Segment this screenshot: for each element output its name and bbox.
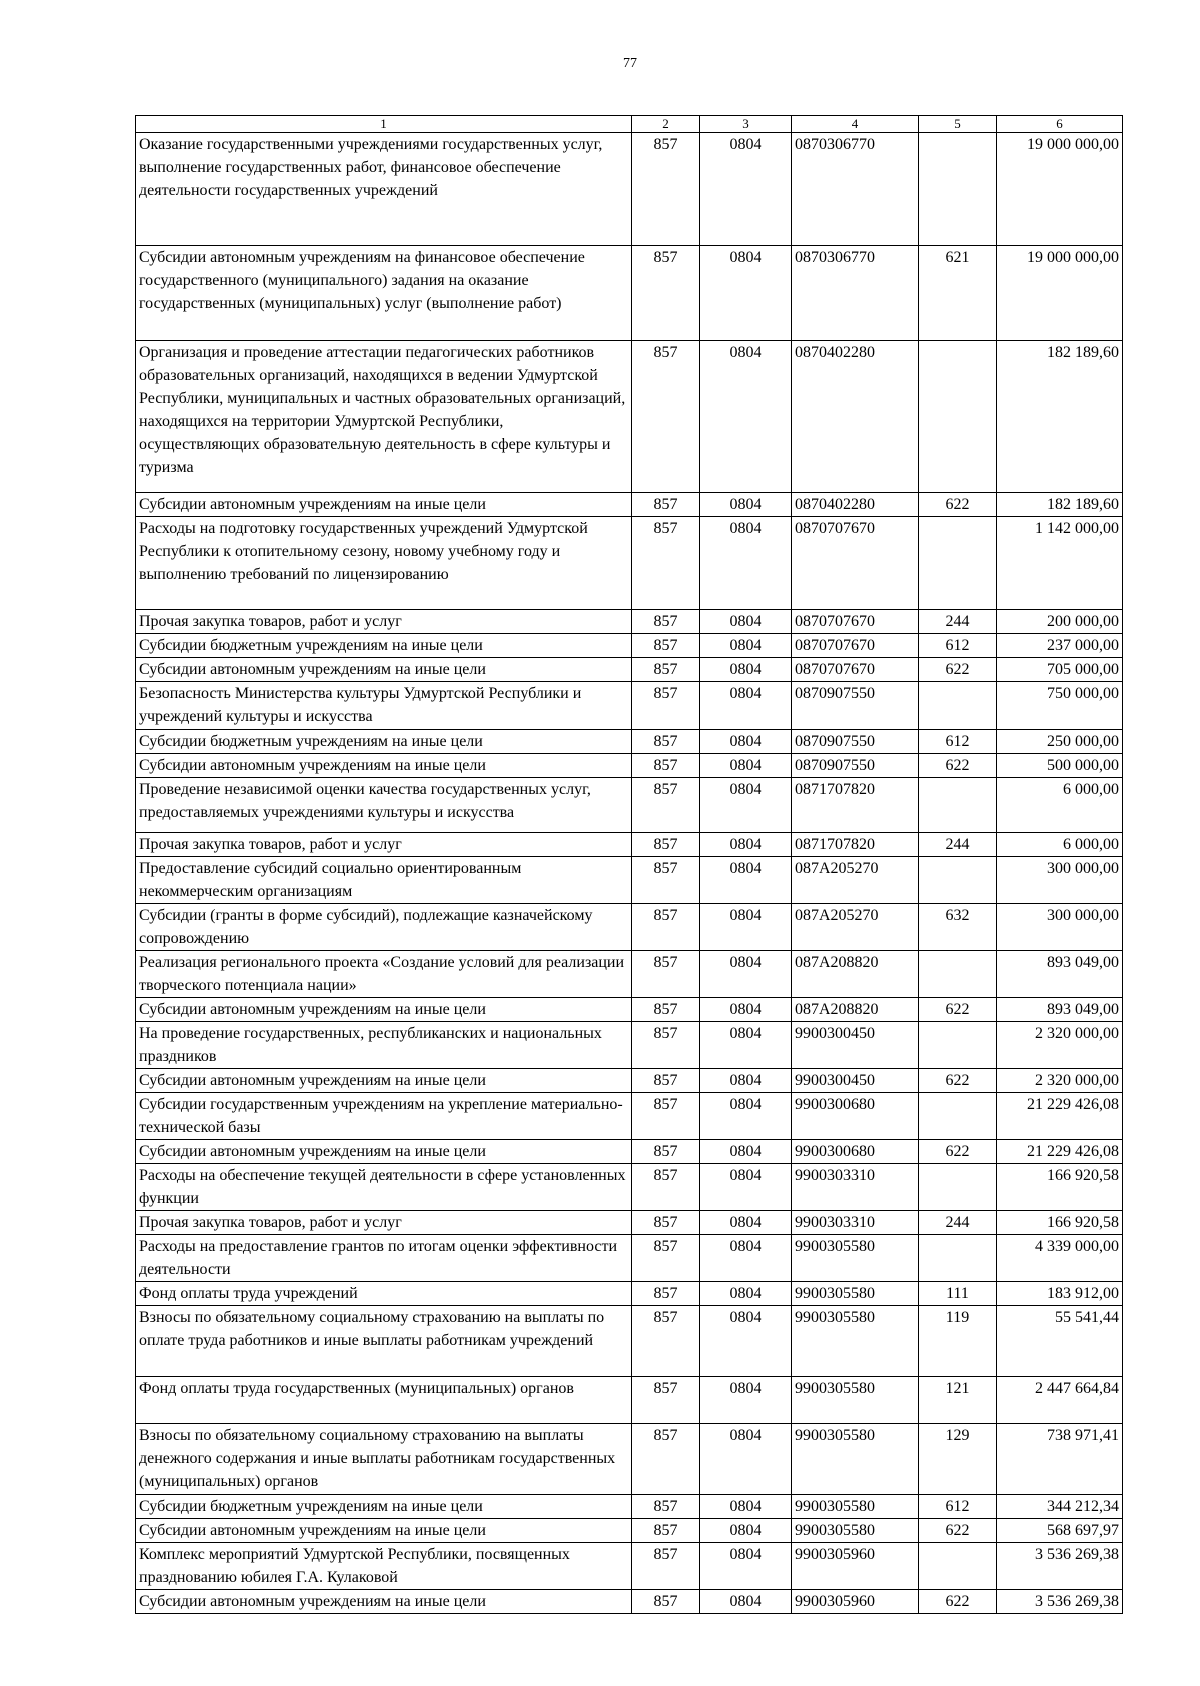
expense-name-cell: Комплекс мероприятий Удмуртской Республики, посвященных празднованию юбилея Г.А. Кулаковой [136, 1543, 632, 1590]
ministry-code-cell: 857 [632, 341, 700, 493]
table-row [136, 778, 1123, 833]
amount-cell: 500 000,00 [997, 754, 1123, 778]
amount-cell: 1 142 000,00 [997, 517, 1123, 610]
amount-cell: 4 339 000,00 [997, 1235, 1123, 1282]
table-row [136, 754, 1123, 778]
expense-name-cell: Прочая закупка товаров, работ и услуг [136, 833, 632, 857]
expense-name-cell: Фонд оплаты труда учреждений [136, 1282, 632, 1306]
expense-type-cell [919, 682, 997, 730]
target-article-cell: 9900305580 [792, 1377, 919, 1424]
amount-cell: 344 212,34 [997, 1495, 1123, 1519]
expense-type-cell [919, 857, 997, 904]
expense-type-cell: 632 [919, 904, 997, 951]
amount-cell: 21 229 426,08 [997, 1140, 1123, 1164]
expense-name-cell: Субсидии автономным учреждениям на иные цели [136, 1069, 632, 1093]
ministry-code-cell: 857 [632, 1306, 700, 1377]
column-number-6: 6 [997, 116, 1123, 133]
target-article-cell: 9900300680 [792, 1093, 919, 1140]
expense-type-cell [919, 341, 997, 493]
expense-type-cell: 622 [919, 1140, 997, 1164]
amount-cell: 750 000,00 [997, 682, 1123, 730]
section-code-cell: 0804 [700, 1424, 792, 1495]
column-number-5: 5 [919, 116, 997, 133]
column-number-3: 3 [700, 116, 792, 133]
expense-name-cell: Организация и проведение аттестации педагогических работников образовательных организаций, находящихся в ведении Удмуртской Республики, муниципальных и частных образовательных организаций, находящихся на территории Удмуртской Республики, осуществляющих образовательную деятельность в сфере культуры и туризма [136, 341, 632, 493]
amount-cell: 55 541,44 [997, 1306, 1123, 1377]
table-row [136, 493, 1123, 517]
amount-cell: 300 000,00 [997, 904, 1123, 951]
table-row [136, 1140, 1123, 1164]
expense-name-cell: Расходы на обеспечение текущей деятельности в сфере установленных функции [136, 1164, 632, 1211]
expense-name-cell: Предоставление субсидий социально ориентированным некоммерческим организациям [136, 857, 632, 904]
target-article-cell: 0870907550 [792, 754, 919, 778]
expense-name-cell: Субсидии автономным учреждениям на финансовое обеспечение государственного (муниципального) задания на оказание государственных (муниципальных) услуг (выполнение работ) [136, 246, 632, 341]
section-code-cell: 0804 [700, 341, 792, 493]
target-article-cell: 9900305580 [792, 1235, 919, 1282]
amount-cell: 182 189,60 [997, 493, 1123, 517]
expense-name-cell: Проведение независимой оценки качества государственных услуг, предоставляемых учреждениями культуры и искусства [136, 778, 632, 833]
table-row [136, 1306, 1123, 1377]
table-row [136, 857, 1123, 904]
expense-name-cell: Субсидии бюджетным учреждениям на иные цели [136, 730, 632, 754]
amount-cell: 19 000 000,00 [997, 246, 1123, 341]
expense-type-cell: 612 [919, 1495, 997, 1519]
ministry-code-cell: 857 [632, 998, 700, 1022]
expense-type-cell: 244 [919, 833, 997, 857]
target-article-cell: 9900305960 [792, 1590, 919, 1614]
expense-name-cell: Субсидии автономным учреждениям на иные цели [136, 1519, 632, 1543]
table-row [136, 833, 1123, 857]
ministry-code-cell: 857 [632, 1140, 700, 1164]
expense-type-cell: 622 [919, 1069, 997, 1093]
expense-name-cell: Субсидии автономным учреждениям на иные цели [136, 754, 632, 778]
target-article-cell: 9900303310 [792, 1164, 919, 1211]
table-row [136, 998, 1123, 1022]
section-code-cell: 0804 [700, 951, 792, 998]
expense-name-cell: Прочая закупка товаров, работ и услуг [136, 1211, 632, 1235]
ministry-code-cell: 857 [632, 1235, 700, 1282]
section-code-cell: 0804 [700, 1306, 792, 1377]
expense-type-cell: 119 [919, 1306, 997, 1377]
section-code-cell: 0804 [700, 1093, 792, 1140]
expense-type-cell [919, 778, 997, 833]
ministry-code-cell: 857 [632, 1424, 700, 1495]
ministry-code-cell: 857 [632, 730, 700, 754]
target-article-cell: 0871707820 [792, 778, 919, 833]
section-code-cell: 0804 [700, 658, 792, 682]
amount-cell: 300 000,00 [997, 857, 1123, 904]
expense-type-cell [919, 1164, 997, 1211]
expense-type-cell [919, 1235, 997, 1282]
ministry-code-cell: 857 [632, 634, 700, 658]
expense-type-cell [919, 951, 997, 998]
amount-cell: 19 000 000,00 [997, 133, 1123, 246]
section-code-cell: 0804 [700, 1211, 792, 1235]
table-row [136, 610, 1123, 634]
table-row [136, 634, 1123, 658]
ministry-code-cell: 857 [632, 246, 700, 341]
amount-cell: 200 000,00 [997, 610, 1123, 634]
expense-name-cell: Субсидии автономным учреждениям на иные цели [136, 1590, 632, 1614]
target-article-cell: 0870402280 [792, 341, 919, 493]
section-code-cell: 0804 [700, 1495, 792, 1519]
section-code-cell: 0804 [700, 1022, 792, 1069]
table-row [136, 133, 1123, 246]
target-article-cell: 0870707670 [792, 517, 919, 610]
amount-cell: 3 536 269,38 [997, 1590, 1123, 1614]
target-article-cell: 087А205270 [792, 857, 919, 904]
table-row [136, 1093, 1123, 1140]
section-code-cell: 0804 [700, 904, 792, 951]
amount-cell: 250 000,00 [997, 730, 1123, 754]
amount-cell: 6 000,00 [997, 833, 1123, 857]
amount-cell: 21 229 426,08 [997, 1093, 1123, 1140]
expense-name-cell: Взносы по обязательному социальному страхованию на выплаты по оплате труда работников и иные выплаты работникам учреждений [136, 1306, 632, 1377]
expense-type-cell: 622 [919, 1590, 997, 1614]
section-code-cell: 0804 [700, 754, 792, 778]
target-article-cell: 9900305580 [792, 1424, 919, 1495]
section-code-cell: 0804 [700, 1377, 792, 1424]
section-code-cell: 0804 [700, 1140, 792, 1164]
ministry-code-cell: 857 [632, 1590, 700, 1614]
table-row [136, 658, 1123, 682]
table-row [136, 1424, 1123, 1495]
target-article-cell: 9900300450 [792, 1069, 919, 1093]
page-number: 77 [623, 56, 637, 71]
ministry-code-cell: 857 [632, 682, 700, 730]
section-code-cell: 0804 [700, 778, 792, 833]
table-row [136, 1282, 1123, 1306]
expense-name-cell: Реализация регионального проекта «Создание условий для реализации творческого потенциала нации» [136, 951, 632, 998]
expense-name-cell: Субсидии государственным учреждениям на укрепление материально-технической базы [136, 1093, 632, 1140]
ministry-code-cell: 857 [632, 1164, 700, 1211]
column-number-2: 2 [632, 116, 700, 133]
expense-type-cell: 244 [919, 610, 997, 634]
ministry-code-cell: 857 [632, 1022, 700, 1069]
ministry-code-cell: 857 [632, 778, 700, 833]
expense-name-cell: Субсидии автономным учреждениям на иные цели [136, 1140, 632, 1164]
target-article-cell: 0870707670 [792, 634, 919, 658]
ministry-code-cell: 857 [632, 1377, 700, 1424]
ministry-code-cell: 857 [632, 1211, 700, 1235]
amount-cell: 166 920,58 [997, 1164, 1123, 1211]
table-row [136, 904, 1123, 951]
target-article-cell: 9900305580 [792, 1306, 919, 1377]
table-row [136, 1519, 1123, 1543]
ministry-code-cell: 857 [632, 857, 700, 904]
ministry-code-cell: 857 [632, 951, 700, 998]
table-header [136, 116, 1123, 133]
section-code-cell: 0804 [700, 1519, 792, 1543]
target-article-cell: 9900305580 [792, 1495, 919, 1519]
target-article-cell: 0870306770 [792, 133, 919, 246]
section-code-cell: 0804 [700, 1282, 792, 1306]
expense-name-cell: Субсидии автономным учреждениям на иные цели [136, 658, 632, 682]
expense-name-cell: Расходы на подготовку государственных учреждений Удмуртской Республики к отопительному сезону, новому учебному году и выполнению требований по лицензированию [136, 517, 632, 610]
ministry-code-cell: 857 [632, 754, 700, 778]
expense-name-cell: Субсидии бюджетным учреждениям на иные цели [136, 634, 632, 658]
amount-cell: 6 000,00 [997, 778, 1123, 833]
expense-type-cell: 121 [919, 1377, 997, 1424]
section-code-cell: 0804 [700, 1164, 792, 1211]
expense-type-cell [919, 133, 997, 246]
expense-type-cell: 622 [919, 998, 997, 1022]
expense-name-cell: Субсидии автономным учреждениям на иные цели [136, 493, 632, 517]
table-row [136, 517, 1123, 610]
budget-table [135, 115, 1123, 1614]
expense-type-cell: 244 [919, 1211, 997, 1235]
section-code-cell: 0804 [700, 246, 792, 341]
amount-cell: 2 320 000,00 [997, 1069, 1123, 1093]
ministry-code-cell: 857 [632, 904, 700, 951]
section-code-cell: 0804 [700, 133, 792, 246]
expense-type-cell: 612 [919, 730, 997, 754]
table-body [136, 133, 1123, 1614]
section-code-cell: 0804 [700, 833, 792, 857]
expense-name-cell: Взносы по обязательному социальному страхованию на выплаты денежного содержания и иные выплаты работникам государственных (муниципальных) органов [136, 1424, 632, 1495]
target-article-cell: 0870907550 [792, 682, 919, 730]
expense-type-cell [919, 1093, 997, 1140]
target-article-cell: 9900300680 [792, 1140, 919, 1164]
amount-cell: 237 000,00 [997, 634, 1123, 658]
table-row [136, 246, 1123, 341]
section-code-cell: 0804 [700, 1543, 792, 1590]
amount-cell: 182 189,60 [997, 341, 1123, 493]
table-row [136, 1069, 1123, 1093]
expense-type-cell: 622 [919, 1519, 997, 1543]
amount-cell: 3 536 269,38 [997, 1543, 1123, 1590]
amount-cell: 568 697,97 [997, 1519, 1123, 1543]
section-code-cell: 0804 [700, 517, 792, 610]
column-number-1: 1 [136, 116, 632, 133]
ministry-code-cell: 857 [632, 1495, 700, 1519]
expense-name-cell: Прочая закупка товаров, работ и услуг [136, 610, 632, 634]
table-row [136, 1235, 1123, 1282]
expense-type-cell: 621 [919, 246, 997, 341]
ministry-code-cell: 857 [632, 1093, 700, 1140]
target-article-cell: 0870306770 [792, 246, 919, 341]
ministry-code-cell: 857 [632, 610, 700, 634]
table-row [136, 1495, 1123, 1519]
ministry-code-cell: 857 [632, 517, 700, 610]
ministry-code-cell: 857 [632, 133, 700, 246]
target-article-cell: 9900305580 [792, 1282, 919, 1306]
table-row [136, 341, 1123, 493]
table-row [136, 1022, 1123, 1069]
expense-name-cell: Фонд оплаты труда государственных (муниципальных) органов [136, 1377, 632, 1424]
expense-type-cell: 111 [919, 1282, 997, 1306]
table-row [136, 1590, 1123, 1614]
section-code-cell: 0804 [700, 1590, 792, 1614]
amount-cell: 893 049,00 [997, 998, 1123, 1022]
amount-cell: 2 320 000,00 [997, 1022, 1123, 1069]
ministry-code-cell: 857 [632, 1282, 700, 1306]
amount-cell: 705 000,00 [997, 658, 1123, 682]
section-code-cell: 0804 [700, 493, 792, 517]
target-article-cell: 9900305960 [792, 1543, 919, 1590]
target-article-cell: 0870402280 [792, 493, 919, 517]
amount-cell: 738 971,41 [997, 1424, 1123, 1495]
table-row [136, 1164, 1123, 1211]
table-row [136, 1377, 1123, 1424]
table-row [136, 682, 1123, 730]
expense-name-cell: Расходы на предоставление грантов по итогам оценки эффективности деятельности [136, 1235, 632, 1282]
ministry-code-cell: 857 [632, 493, 700, 517]
header-row [136, 116, 1123, 133]
ministry-code-cell: 857 [632, 1519, 700, 1543]
expense-name-cell: На проведение государственных, республиканских и национальных праздников [136, 1022, 632, 1069]
ministry-code-cell: 857 [632, 1543, 700, 1590]
column-number-4: 4 [792, 116, 919, 133]
amount-cell: 183 912,00 [997, 1282, 1123, 1306]
target-article-cell: 9900303310 [792, 1211, 919, 1235]
table-row [136, 951, 1123, 998]
amount-cell: 166 920,58 [997, 1211, 1123, 1235]
expense-type-cell [919, 1543, 997, 1590]
target-article-cell: 9900305580 [792, 1519, 919, 1543]
ministry-code-cell: 857 [632, 658, 700, 682]
section-code-cell: 0804 [700, 1235, 792, 1282]
section-code-cell: 0804 [700, 730, 792, 754]
target-article-cell: 0870707670 [792, 610, 919, 634]
expense-type-cell: 622 [919, 754, 997, 778]
expense-type-cell [919, 1022, 997, 1069]
ministry-code-cell: 857 [632, 833, 700, 857]
table-row [136, 1211, 1123, 1235]
expense-type-cell [919, 517, 997, 610]
expense-type-cell: 129 [919, 1424, 997, 1495]
section-code-cell: 0804 [700, 998, 792, 1022]
expense-name-cell: Субсидии бюджетным учреждениям на иные цели [136, 1495, 632, 1519]
expense-name-cell: Субсидии (гранты в форме субсидий), подлежащие казначейскому сопровождению [136, 904, 632, 951]
section-code-cell: 0804 [700, 1069, 792, 1093]
ministry-code-cell: 857 [632, 1069, 700, 1093]
amount-cell: 893 049,00 [997, 951, 1123, 998]
section-code-cell: 0804 [700, 610, 792, 634]
expense-type-cell: 622 [919, 658, 997, 682]
section-code-cell: 0804 [700, 857, 792, 904]
amount-cell: 2 447 664,84 [997, 1377, 1123, 1424]
expense-name-cell: Субсидии автономным учреждениям на иные цели [136, 998, 632, 1022]
table-row [136, 730, 1123, 754]
target-article-cell: 0870707670 [792, 658, 919, 682]
target-article-cell: 087А205270 [792, 904, 919, 951]
expense-name-cell: Оказание государственными учреждениями государственных услуг, выполнение государственных работ, финансовое обеспечение деятельности государственных учреждений [136, 133, 632, 246]
section-code-cell: 0804 [700, 634, 792, 658]
section-code-cell: 0804 [700, 682, 792, 730]
expense-type-cell: 612 [919, 634, 997, 658]
target-article-cell: 0870907550 [792, 730, 919, 754]
table-row [136, 1543, 1123, 1590]
target-article-cell: 087А208820 [792, 998, 919, 1022]
target-article-cell: 9900300450 [792, 1022, 919, 1069]
target-article-cell: 0871707820 [792, 833, 919, 857]
expense-name-cell: Безопасность Министерства культуры Удмуртской Республики и учреждений культуры и искусства [136, 682, 632, 730]
expense-type-cell: 622 [919, 493, 997, 517]
target-article-cell: 087А208820 [792, 951, 919, 998]
